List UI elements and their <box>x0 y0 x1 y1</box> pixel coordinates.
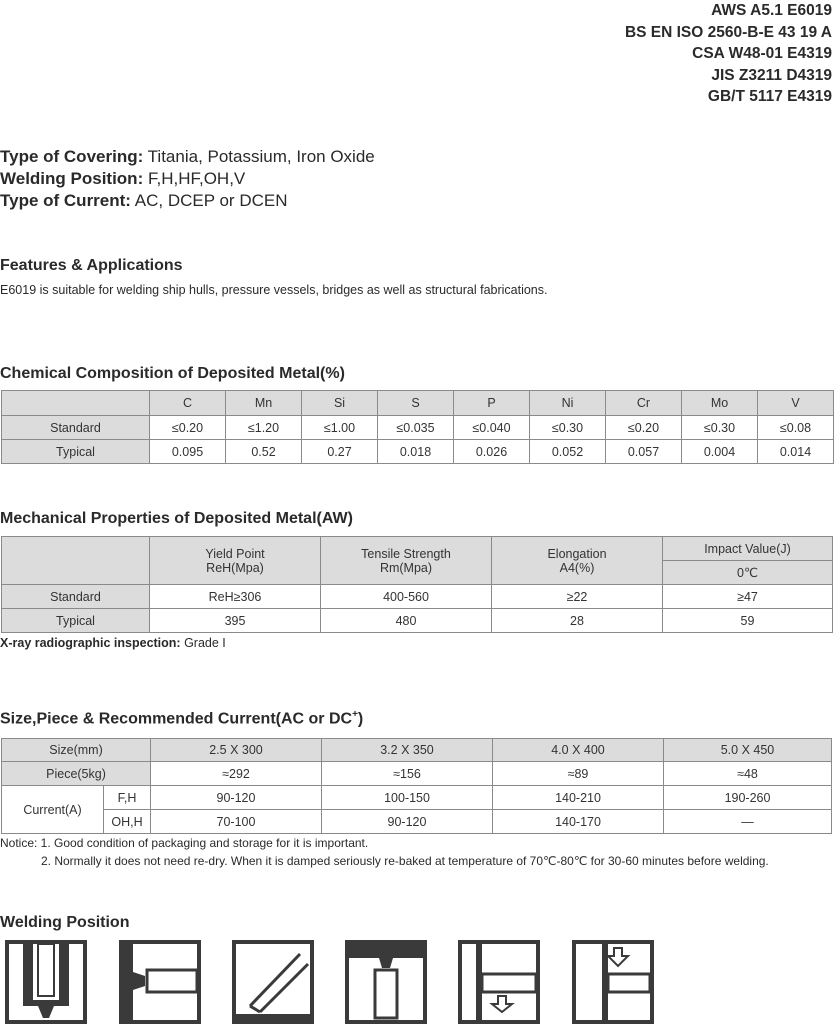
table-cell: ≤0.20 <box>150 416 226 440</box>
table-cell: 5.0 X 450 <box>664 739 832 762</box>
welding-position-title: Welding Position <box>0 914 130 931</box>
table-cell: — <box>664 810 832 834</box>
type-of-covering: Type of Covering: Titania, Potassium, Iron Oxide <box>0 147 375 166</box>
position-label: OH,H <box>104 810 151 834</box>
type-of-current: Type of Current: AC, DCEP or DCEN <box>0 191 288 210</box>
vertical-up-position-icon <box>458 940 540 1024</box>
current-fh-row <box>2 786 832 810</box>
header-elongation: Elongation A4(%) <box>492 537 663 585</box>
table-cell: ≈156 <box>322 762 493 786</box>
header-cell <box>2 537 150 585</box>
row-label: Piece(5kg) <box>2 762 151 786</box>
size-title: Size,Piece & Recommended Current(AC or DC+) <box>0 709 364 728</box>
mechanical-table <box>1 536 833 633</box>
table-cell: 90-120 <box>151 786 322 810</box>
table-row <box>2 609 833 633</box>
table-cell: 0.095 <box>150 440 226 464</box>
standards-list <box>625 0 832 108</box>
header-cell: C <box>150 391 226 416</box>
table-cell: ≤0.08 <box>758 416 834 440</box>
row-label: Size(mm) <box>2 739 151 762</box>
table-cell: 4.0 X 400 <box>493 739 664 762</box>
header-cell: Si <box>302 391 378 416</box>
header-impact-value: Impact Value(J) <box>663 537 833 561</box>
row-label: Standard <box>2 416 150 440</box>
mechanical-title: Mechanical Properties of Deposited Metal(AW) <box>0 510 353 527</box>
table-cell: 140-210 <box>493 786 664 810</box>
header-tensile-strength: Tensile Strength Rm(Mpa) <box>321 537 492 585</box>
table-cell: 0.27 <box>302 440 378 464</box>
standard-bs-en-iso: BS EN ISO 2560-B-E 43 19 A <box>624 23 832 41</box>
table-cell: 28 <box>492 609 663 633</box>
xray-inspection: X-ray radiographic inspection: Grade I <box>0 636 226 650</box>
table-cell: 0.52 <box>226 440 302 464</box>
table-cell: ≥47 <box>663 585 833 609</box>
header-cell: Ni <box>530 391 606 416</box>
header-cell: Cr <box>606 391 682 416</box>
table-cell: 0.057 <box>606 440 682 464</box>
overhead-position-icon <box>345 940 427 1024</box>
table-cell: ≤0.040 <box>454 416 530 440</box>
piece-row <box>2 762 832 786</box>
table-cell: ≤0.30 <box>682 416 758 440</box>
standard-gb: GB/T 5117 E4319 <box>707 88 832 105</box>
standard-aws: AWS A5.1 E6019 <box>711 2 832 19</box>
header-cell <box>2 391 150 416</box>
table-cell: ≈292 <box>151 762 322 786</box>
header-yield-point: Yield Point ReH(Mpa) <box>150 537 321 585</box>
table-cell: 0.052 <box>530 440 606 464</box>
chemical-header-row <box>2 391 834 416</box>
row-label: Typical <box>2 609 150 633</box>
header-impact-temp: 0℃ <box>663 561 833 585</box>
table-cell: ≈89 <box>493 762 664 786</box>
current-ohh-row <box>2 810 832 834</box>
table-cell: 0.014 <box>758 440 834 464</box>
table-cell: ReH≥306 <box>150 585 321 609</box>
table-cell: 70-100 <box>151 810 322 834</box>
table-cell: ≤1.20 <box>226 416 302 440</box>
table-cell: 0.026 <box>454 440 530 464</box>
table-cell: ≤0.035 <box>378 416 454 440</box>
table-cell: 140-170 <box>493 810 664 834</box>
note-2: 2. Normally it does not need re-dry. When it is damped seriously re-baked at temperature of 70℃-80℃ for 30-60 minutes before welding. <box>41 854 769 868</box>
table-cell: 2.5 X 300 <box>151 739 322 762</box>
header-cell: P <box>454 391 530 416</box>
header-cell: S <box>378 391 454 416</box>
size-table <box>1 738 832 834</box>
table-cell: ≤0.30 <box>530 416 606 440</box>
table-row <box>2 585 833 609</box>
electrode-properties <box>0 146 375 212</box>
standard-csa: CSA W48-01 E4319 <box>692 45 832 62</box>
header-cell: Mn <box>226 391 302 416</box>
table-row <box>2 440 834 464</box>
row-label: Typical <box>2 440 150 464</box>
horizontal-fillet-position-icon <box>232 940 314 1024</box>
header-cell: V <box>758 391 834 416</box>
horizontal-position-icon <box>119 940 201 1024</box>
vertical-down-position-icon <box>572 940 654 1024</box>
table-cell: 100-150 <box>322 786 493 810</box>
position-label: F,H <box>104 786 151 810</box>
table-cell: 395 <box>150 609 321 633</box>
welding-position-prop: Welding Position: F,H,HF,OH,V <box>0 169 246 188</box>
flat-position-icon <box>5 940 87 1024</box>
table-cell: ≈48 <box>664 762 832 786</box>
table-cell: 3.2 X 350 <box>322 739 493 762</box>
standard-jis: JIS Z3211 D4319 <box>711 66 832 84</box>
chemical-title: Chemical Composition of Deposited Metal(%) <box>0 365 345 382</box>
table-cell: 190-260 <box>664 786 832 810</box>
features-text: E6019 is suitable for welding ship hulls, pressure vessels, bridges as well as structural fabrications. <box>0 283 548 297</box>
notes <box>0 834 769 870</box>
table-cell: 90-120 <box>322 810 493 834</box>
current-label: Current(A) <box>2 786 104 834</box>
chemical-table <box>1 390 834 464</box>
table-cell: 59 <box>663 609 833 633</box>
table-cell: 480 <box>321 609 492 633</box>
features-title: Features & Applications <box>0 257 183 274</box>
table-cell: 400-560 <box>321 585 492 609</box>
table-cell: ≥22 <box>492 585 663 609</box>
size-row <box>2 739 832 762</box>
table-cell: 0.018 <box>378 440 454 464</box>
table-row <box>2 416 834 440</box>
table-cell: 0.004 <box>682 440 758 464</box>
header-cell: Mo <box>682 391 758 416</box>
note-1: Notice: 1. Good condition of packaging and storage for it is important. <box>0 836 369 850</box>
table-cell: ≤0.20 <box>606 416 682 440</box>
mechanical-header-row <box>2 537 833 561</box>
row-label: Standard <box>2 585 150 609</box>
table-cell: ≤1.00 <box>302 416 378 440</box>
